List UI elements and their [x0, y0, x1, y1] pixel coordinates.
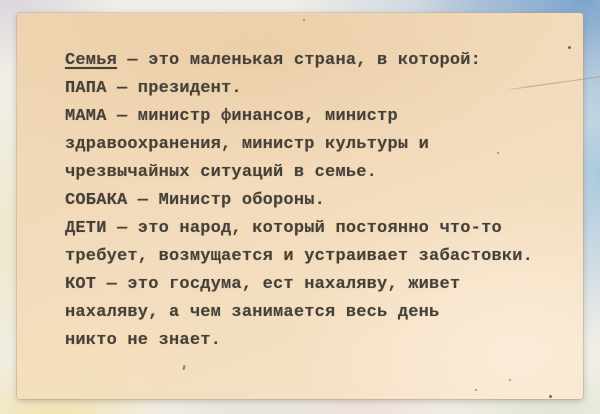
paper-speck: [303, 19, 305, 21]
note-line: никто не знает.: [65, 331, 222, 350]
paper-speck: [549, 395, 552, 398]
note-line: чрезвычайных ситуаций в семье.: [65, 163, 378, 182]
note-line: КОТ — это госдума, ест нахаляву, живет: [65, 275, 461, 294]
typewritten-note-paper: [17, 13, 583, 399]
note-line: СОБАКА — Министр обороны.: [65, 191, 326, 210]
paper-ink-tick: [182, 365, 185, 370]
paper-speck: [568, 46, 571, 49]
note-line: требует, возмущается и устраивает забастовки.: [65, 247, 534, 266]
note-line: нахаляву, а чем занимается весь день: [65, 303, 440, 322]
note-text-block: [65, 47, 565, 355]
note-line: ДЕТИ — это народ, который постоянно что-то: [65, 219, 502, 238]
note-line: МАМА — министр финансов, министр: [65, 107, 398, 126]
note-line: ПАПА — президент.: [65, 79, 242, 98]
note-heading-line: [65, 47, 565, 75]
paper-speck: [475, 389, 477, 391]
heading-underlined-word: Семья: [65, 51, 118, 70]
note-line: здравоохранения, министр культуры и: [65, 135, 430, 154]
heading-rest-text: — это маленькая страна, в которой:: [117, 51, 482, 70]
paper-speck: [509, 379, 511, 381]
paper-speck: [80, 338, 82, 340]
paper-speck: [497, 152, 499, 154]
